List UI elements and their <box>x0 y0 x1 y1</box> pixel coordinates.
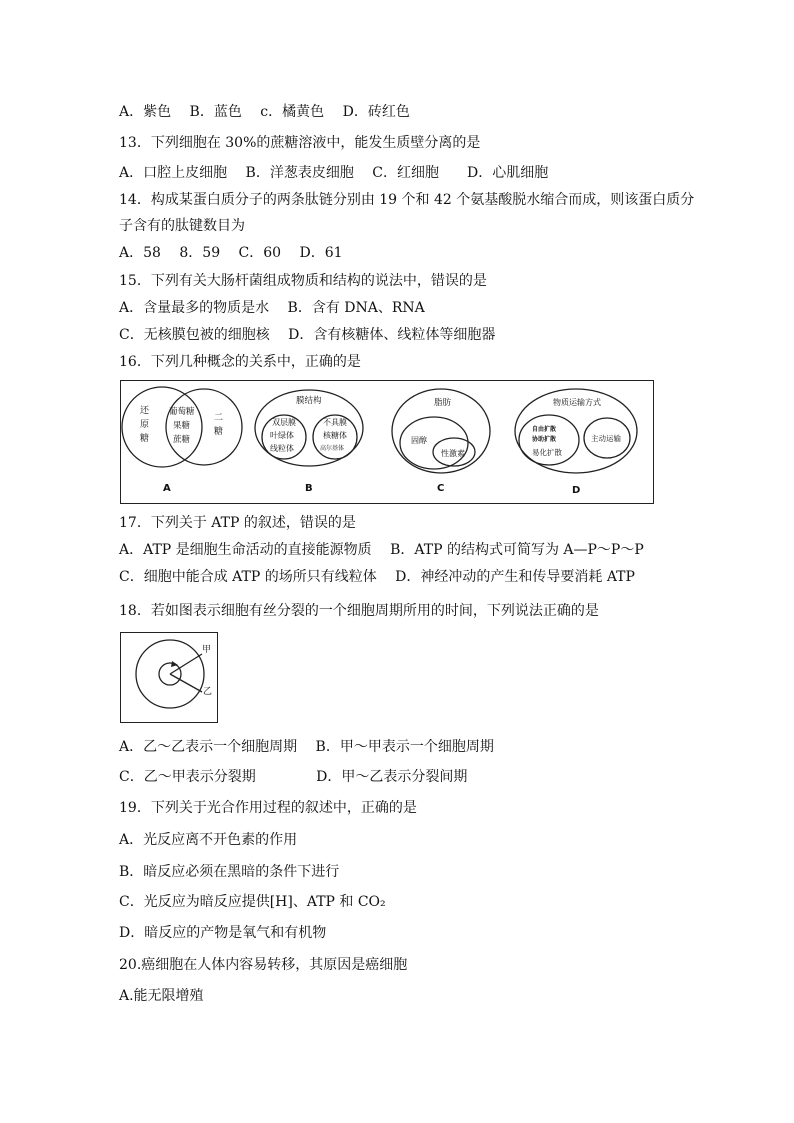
diagram-b-l3: 线粒体 <box>270 444 294 453</box>
diagram-c-letter: C <box>437 483 445 494</box>
q13-stem: 13．下列细胞在 30%的蔗糖溶液中，能发生质壁分离的是 <box>119 135 481 151</box>
diagram-a-right-label: 二糖 <box>214 413 224 437</box>
diagram-d-l2: 协助扩散 <box>532 436 557 443</box>
q19-option-a: A．光反应离不开色素的作用 <box>119 832 298 848</box>
diagram-a-left-label: 还原糖 <box>140 406 150 444</box>
diagram-c-inner-label: 性激素 <box>441 449 465 458</box>
diagram-d-l3: 易化扩散 <box>532 448 562 457</box>
q14-options: A．58 8．59 C．60 D．61 <box>119 245 343 261</box>
q15-option-ab: A．含量最多的物质是水 B．含有 DNA、RNA <box>119 300 425 316</box>
diagram-b-letter: B <box>305 483 313 494</box>
diagram-b-l2: 叶绿体 <box>270 431 294 440</box>
diagram-c-mid-label: 固醇 <box>411 436 427 445</box>
diagram-a-mid-2: 蔗糖 <box>173 435 191 445</box>
q14-stem-line2: 子含有的肽键数目为 <box>119 218 245 234</box>
diagram-d-right-label: 主动运输 <box>591 434 621 443</box>
q16-figure <box>120 380 654 504</box>
q16-stem: 16．下列几种概念的关系中，正确的是 <box>119 354 361 370</box>
q18-option-cd: C．乙～甲表示分裂期 D．甲～乙表示分裂间期 <box>119 769 468 785</box>
q15-stem: 15．下列有关大肠杆菌组成物质和结构的说法中，错误的是 <box>119 273 487 289</box>
diagram-b-l1: 双层膜 <box>272 418 296 427</box>
q17-stem: 17．下列关于 ATP 的叙述，错误的是 <box>119 515 356 531</box>
diagram-b-r2: 核糖体 <box>323 431 347 440</box>
q17-option-ab: A．ATP 是细胞生命活动的直接能源物质 B．ATP 的结构式可简写为 A—P～P～P <box>119 542 644 558</box>
q18-stem: 18．若如图表示细胞有丝分裂的一个细胞周期所用的时间，下列说法正确的是 <box>119 603 599 619</box>
q17-option-cd: C．细胞中能合成 ATP 的场所只有线粒体 D．神经冲动的产生和传导要消耗 ATP <box>119 569 635 585</box>
q19-stem: 19．下列关于光合作用过程的叙述中，正确的是 <box>119 800 417 816</box>
diagram-a-letter: A <box>163 483 171 494</box>
diagram-a-mid-0: 葡萄糖 <box>169 407 195 417</box>
q18-option-ab: A．乙～乙表示一个细胞周期 B．甲～甲表示一个细胞周期 <box>119 739 494 755</box>
q12-options: A．紫色 B．蓝色 c．橘黄色 D．砖红色 <box>119 104 410 120</box>
q15-option-cd: C．无核膜包被的细胞核 D．含有核糖体、线粒体等细胞器 <box>119 327 496 343</box>
diagram-b-r1: 不具膜 <box>323 418 347 427</box>
diagram-b-r3: 高尔基体 <box>320 445 345 452</box>
diagram-b-outer-label: 膜结构 <box>296 396 322 406</box>
q20-option-a: A.能无限增殖 <box>119 988 204 1004</box>
q14-stem-line1: 14．构成某蛋白质分子的两条肽链分别由 19 个和 42 个氨基酸脱水缩合而成，则该蛋白质分 <box>119 192 695 208</box>
diagram-c-outer-label: 脂肪 <box>434 398 452 408</box>
q18-figure <box>120 632 218 723</box>
q19-option-b: B．暗反应必须在黑暗的条件下进行 <box>119 864 340 880</box>
label-jia: 甲 <box>202 645 212 655</box>
diagram-d-outer-label: 物质运输方式 <box>553 398 601 407</box>
q19-option-d: D．暗反应的产物是氧气和有机物 <box>119 925 327 941</box>
diagram-d-letter: D <box>572 485 581 496</box>
label-yi: 乙 <box>203 687 213 697</box>
q13-options: A．口腔上皮细胞 B．洋葱表皮细胞 C．红细胞 D．心肌细胞 <box>119 165 549 181</box>
diagram-a-mid-1: 果糖 <box>173 421 191 431</box>
q20-stem: 20.癌细胞在人体内容易转移，其原因是癌细胞 <box>119 957 408 973</box>
q19-option-c: C．光反应为暗反应提供[H]、ATP 和 CO₂ <box>119 894 386 910</box>
diagram-d-l1: 自由扩散 <box>532 426 557 433</box>
